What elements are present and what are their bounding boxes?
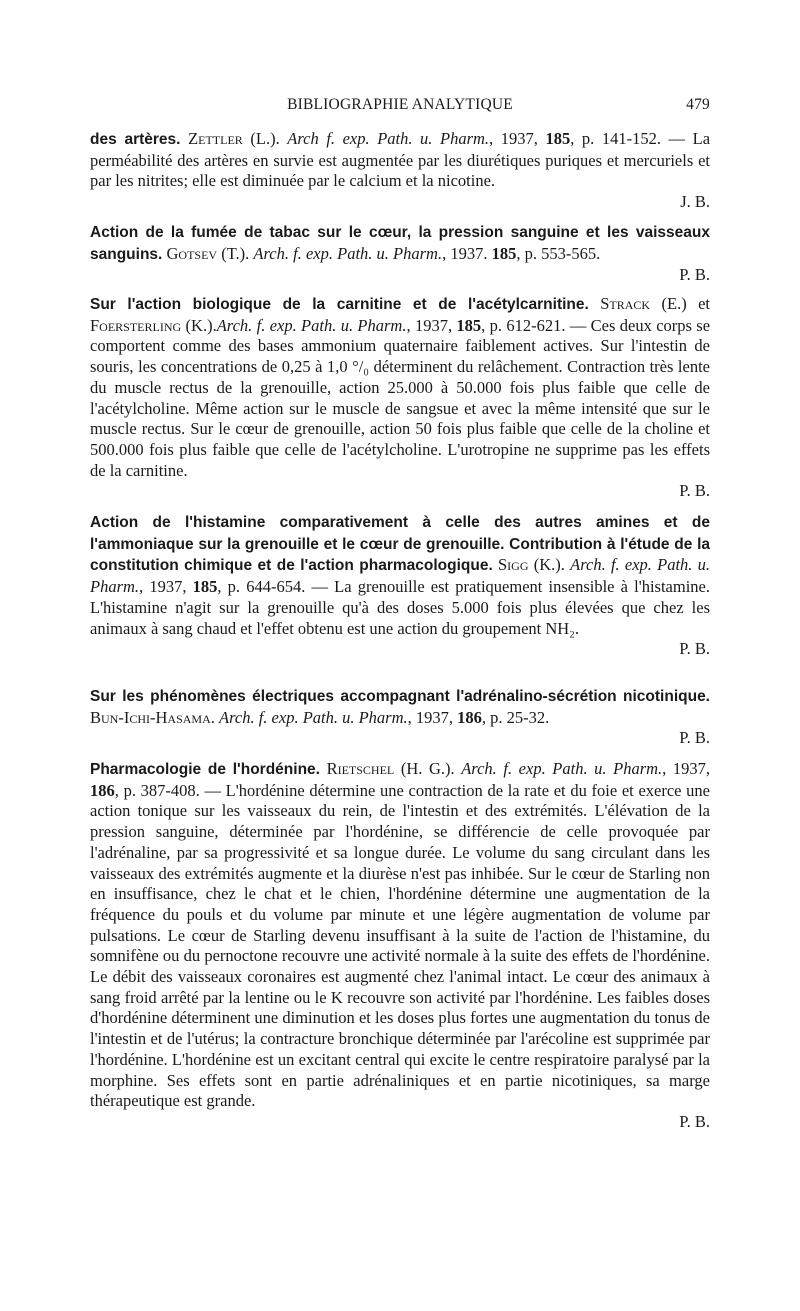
author-name: Strack (600, 294, 651, 313)
article-title: Sur l'action biologique de la carnitine et de l'acétylcarnitine. (90, 296, 589, 313)
journal-name: Arch. f. exp. Path. u. Pharm. (461, 759, 663, 778)
author-initials: (T.). (217, 243, 250, 263)
abstract-body: — L'hordénine détermine une contraction de la rate et du foie et exerce une action tonique sur les vaisseaux du rein, de l'intestin et des extrémités. L'élévation de la pression sanguine, déterminée par l'hordénine, se différencie de celle provoquée par l'adrénaline, par sa progressivité et sa longue durée. Le volume du sang circulant dans les vaisseaux des extrémités augmente et la diurèse n'est pas inhibée. Sur le cœur de Starling non en insuffisance, chez le chat et le chien, l'hordénine détermine une augmentation de la fréquence du pouls et du volume par minute et une légère augmentation de volume par pulsations. Le cœur de Starling devenu insuffisant à la suite de l'action de l'histamine, du somnifène ou du pernoctone recouvre une activité normale à la suite des effets de l'hordénine. Le débit des vaisseaux coronaires est augmenté chez l'animal intact. Le cœur des animaux à sang froid arrêté par la lentine ou le K recouvre son activité par l'hordénine. Les faibles doses d'hordénine déterminent une diminution et les doses plus fortes une augmentation du tonus de l'intestin et de l'utérus; la contracture bronchique déterminée par l'arécoline est supprimée par l'hordénine. L'hordénine est un excitant central qui excite le centre respiratoire paralysé par la morphine. Ses effets sont en partie adrénaliniques et en partie nicotiniques, sa marge thérapeutique est grande. (90, 780, 711, 1111)
reviewer-initials: P. B. (679, 728, 710, 748)
article-title: Pharmacologie de l'hordénine. (90, 761, 320, 778)
volume: 186 (457, 707, 482, 727)
year: , 1937, (407, 707, 458, 727)
abstract-entry (90, 512, 710, 660)
year: , 1937, (139, 577, 193, 597)
abstract-body: — La perméabilité des artères en survie est augmentée par les diurétiques puriques et mercuriels et par les nitrites; elle est diminuée par le calcium et la nicotine. (90, 129, 711, 191)
author-name: Sigg (498, 555, 529, 575)
reviewer-initials: J. B. (680, 192, 710, 212)
author-name: Bun-Ichi-Hasama (90, 707, 211, 727)
page-range: , p. 644-654. (217, 577, 306, 597)
author-initials: (L.). (242, 129, 280, 148)
abstract-body: — Ces deux corps se comportent comme des bases ammonium quaternaire faiblement actives. Sur l'intestin de souris, les concentrations de 0,25 à 1,0 °/₀ déterminent du relâchement. Contraction très lente du muscle rectus de la grenouille, action 25.000 à 50.000 fois plus faible que celle de l'acétylcholine. Même action sur le muscle de sangsue et avec la même intensité que sur le muscle rectus. Sur le cœur de grenouille, action 50 fois plus faible que celle de la choline et 500.000 fois plus faible que celle de l'acétylcholine. L'urotropine ne supprime pas les effets de la carnitine. (90, 315, 711, 480)
page-range: , p. 553-565. (516, 243, 601, 263)
page-range: , p. 387-408. (114, 780, 200, 800)
abstract-entry (90, 222, 710, 286)
abstract-entry (90, 294, 710, 502)
volume: 185 (545, 129, 571, 148)
journal-name: Arch. f. exp. Path. u. Pharm. (253, 243, 443, 263)
abstract-entry (90, 129, 710, 213)
page-range: , p. 612-621. (481, 315, 566, 335)
year: , 1937. (442, 243, 492, 263)
reviewer-initials: P. B. (679, 1111, 710, 1131)
volume: 185 (192, 577, 218, 597)
article-title: des artères. (90, 131, 181, 148)
second-author-initials: (K.). (181, 315, 217, 335)
second-author-name: Foersterling (90, 315, 182, 335)
article-title: Sur les phénomènes électriques accompagnant l'adrénalino-sécrétion nicotinique. (90, 688, 710, 705)
volume: 186 (90, 780, 115, 800)
article-title: Action de l'histamine comparativement à celle des autres amines et de l'ammoniaque sur la grenouille et le cœur de grenouille. Contribution à l'étude de la constitution chimique et de l'action pharmacologique. (90, 514, 710, 575)
journal-name: Arch. f. exp. Path. u. Pharm. (219, 707, 408, 727)
journal-name: Arch. f. exp. Path. u. Pharm. (216, 315, 407, 335)
year: , 1937, (662, 759, 711, 778)
author-name: Rietschel (326, 759, 395, 778)
page-range: , p. 141-152. (570, 129, 661, 148)
reviewer-initials: P. B. (679, 639, 710, 659)
article-title: Action de la fumée de tabac sur le cœur, la pression sanguine et les vaisseaux sanguins. (90, 224, 710, 263)
running-header (90, 96, 710, 120)
author-initials: (K.). (528, 555, 565, 575)
abstract-body: — La grenouille est pratiquement insensible à l'histamine. L'histamine n'agit sur la grenouille qu'à des doses 5.000 fois plus élevées que chez les animaux à sang chaud et l'effet obtenu est une action du groupement NH₂. (90, 577, 710, 638)
author-initials: (E.) et (650, 294, 710, 313)
abstract-entry (90, 759, 710, 1133)
volume: 185 (456, 315, 482, 335)
reviewer-initials: P. B. (679, 265, 710, 285)
year: , 1937, (489, 129, 546, 148)
page-range: , p. 25-32. (481, 707, 550, 727)
page-number: 479 (686, 96, 710, 113)
reviewer-initials: P. B. (679, 481, 710, 501)
abstract-entry (90, 686, 710, 749)
volume: 185 (491, 243, 517, 263)
journal-name: Arch f. exp. Path. u. Pharm. (287, 129, 490, 148)
year: , 1937, (406, 315, 457, 335)
author-name: Zettler (188, 129, 243, 148)
running-title: BIBLIOGRAPHIE ANALYTIQUE (287, 96, 513, 113)
author-initials: . (210, 707, 215, 727)
journal-name: Arch. f. exp. Path. u. Pharm. (90, 555, 711, 597)
author-name: Gotsev (166, 243, 218, 263)
author-initials: (H. G.). (394, 759, 455, 778)
